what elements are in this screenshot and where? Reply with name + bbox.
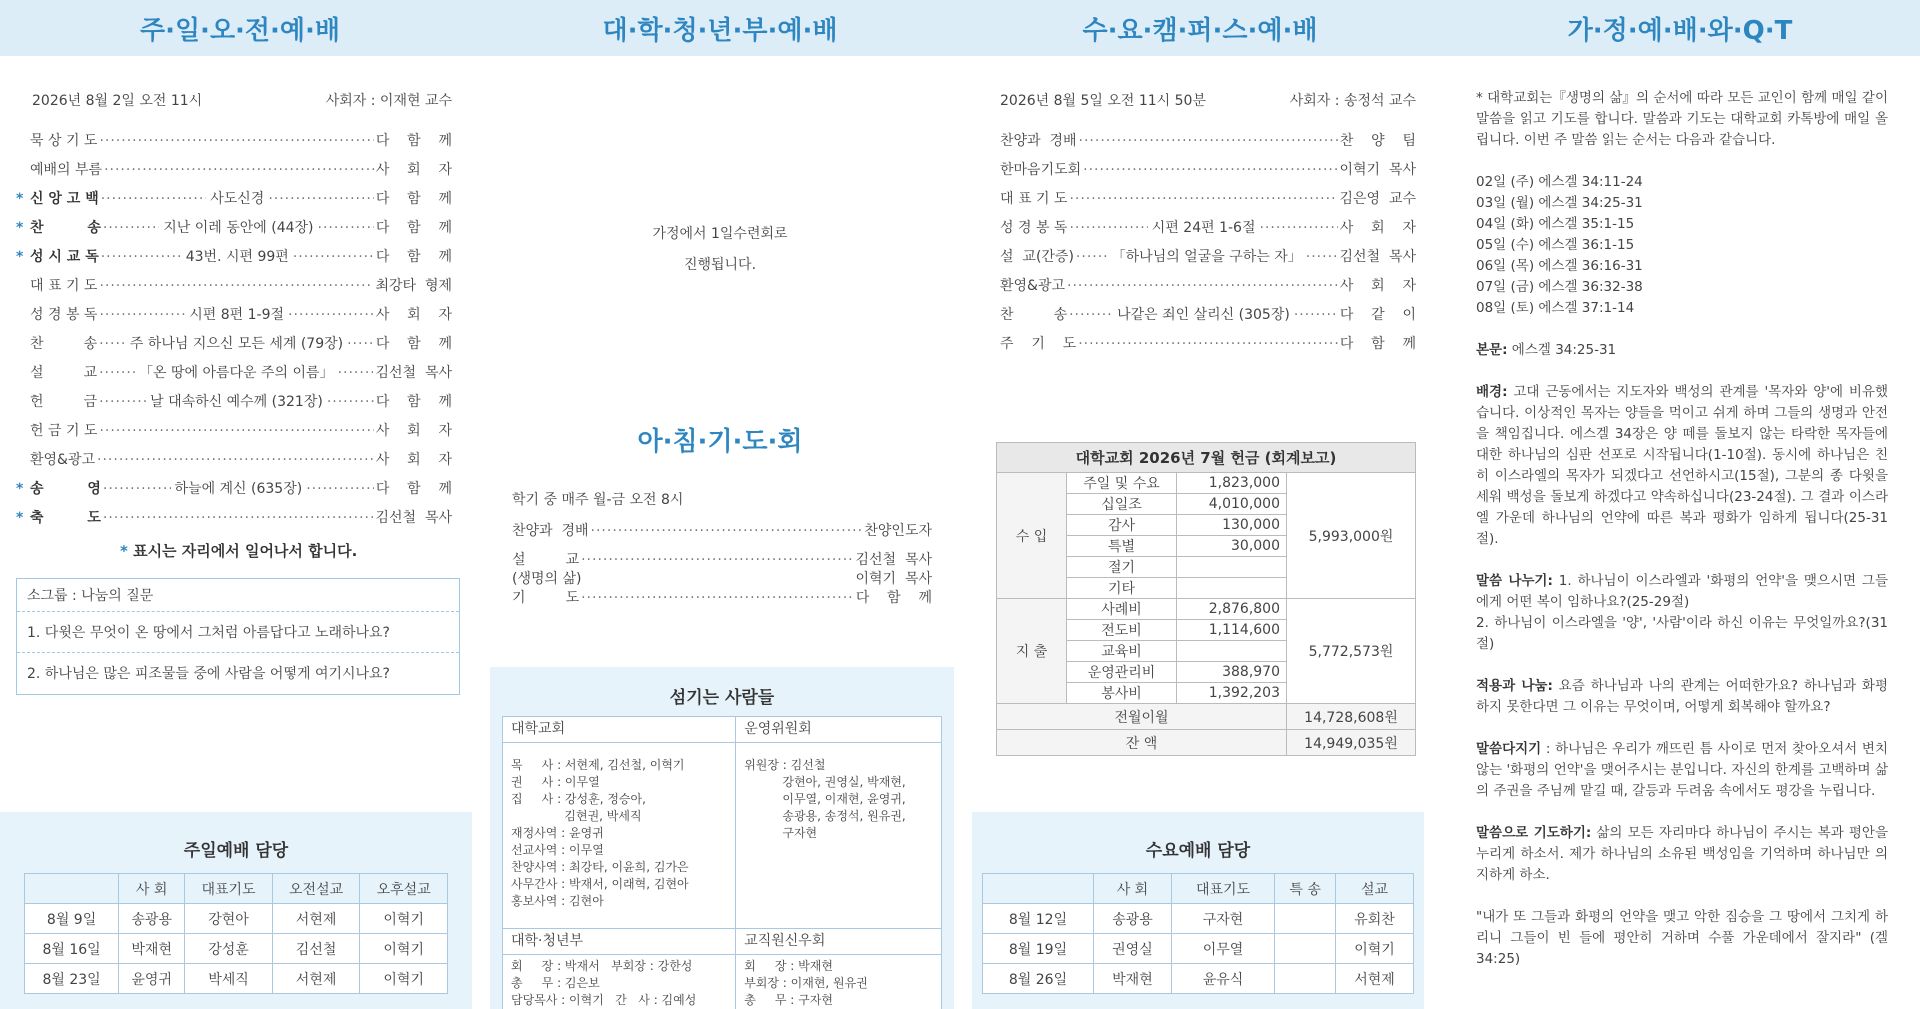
- order-item-leader: 다 함 께: [375, 481, 452, 497]
- required-stand-mark: *: [16, 191, 24, 207]
- server-line: 회 장 : 박재서 부회장 : 강한성: [511, 959, 693, 973]
- expense-item: 사례비: [1067, 599, 1177, 620]
- server-line: 집 사 : 강성훈, 정승아,: [511, 792, 646, 806]
- duty-cell: 유회찬: [1336, 904, 1414, 934]
- servers-heading: 대학·청년부: [503, 929, 736, 955]
- header-youth-worship: 대·학·청·년·부·예·배: [480, 0, 960, 56]
- order-item-label: 설 교: [30, 365, 98, 381]
- order-row: [16, 130, 452, 159]
- server-line: 총 무 : 구자현: [744, 993, 833, 1007]
- header-sunday-worship: 주·일·오·전·예·배: [0, 0, 480, 56]
- dot-leader: [101, 249, 182, 265]
- order-item-label: 찬 송: [30, 336, 98, 352]
- order-item-leader: 다 함 께: [375, 249, 453, 265]
- order-item-label: 환영&광고: [30, 452, 96, 468]
- dot-leader: [1069, 191, 1337, 207]
- order-item-leader: 김선철 목사: [375, 510, 452, 526]
- duty-cell: 김선철: [272, 934, 360, 964]
- order-item-leader: 김선철 목사: [375, 365, 452, 381]
- expense-amount: [1177, 641, 1287, 662]
- server-line: 강현아, 권영실, 박재현,: [744, 775, 906, 789]
- order-item-label: 한마음기도회: [1000, 162, 1082, 178]
- servers-panel: [490, 667, 954, 1009]
- duty-cell: 8월 16일: [25, 934, 119, 964]
- carryover-label: 전월이월: [997, 704, 1287, 730]
- income-item: 십일조: [1067, 494, 1177, 515]
- dot-leader: [99, 423, 373, 439]
- income-total: 5,993,000원: [1287, 473, 1416, 599]
- wednesday-date: 2026년 8월 5일 오전 11시 50분: [1000, 93, 1206, 109]
- sunday-duty-panel: [0, 812, 472, 1009]
- server-line: 부회장 : 이재현, 원유권: [744, 976, 868, 990]
- order-item-label: 주 기 도: [1000, 336, 1077, 352]
- dot-leader: [338, 365, 374, 381]
- wednesday-duty-title: 수요예배 담당: [1145, 841, 1251, 861]
- duty-cell: 이혁기: [360, 934, 448, 964]
- duty-row: [25, 934, 448, 964]
- dot-leader: [1294, 307, 1338, 323]
- server-line: 회 장 : 박재현: [744, 959, 833, 973]
- church-staff-list: [503, 743, 736, 929]
- order-row: [512, 520, 932, 549]
- qt-reading-plan: [1476, 172, 1888, 319]
- order-item-leader: 김선철 목사: [1339, 249, 1417, 265]
- server-line: 선교사역 : 이무열: [511, 843, 604, 857]
- order-item-detail: 43번. 시편 99편: [185, 249, 289, 265]
- servers-heading: 운영위원회: [736, 717, 942, 743]
- duty-cell: 권영실: [1094, 934, 1172, 964]
- duty-header-cell: 오전설교: [272, 874, 360, 904]
- order-row: [16, 275, 452, 304]
- dot-leader: [581, 552, 853, 568]
- duty-cell: 8월 9일: [25, 904, 119, 934]
- order-item-detail: 지난 이레 동안에 (44장): [163, 220, 314, 236]
- small-group-title: 소그룹 : 나눔의 질문: [17, 579, 459, 612]
- duty-cell: 박재현: [1094, 964, 1172, 994]
- expense-item: 운영관리비: [1067, 662, 1177, 683]
- balance-row: [997, 730, 1416, 756]
- income-item: 주일 및 수요: [1067, 473, 1177, 494]
- duty-cell: 강현아: [185, 904, 273, 934]
- duty-header-cell: 특 송: [1275, 874, 1336, 904]
- duty-cell: 윤유식: [1171, 964, 1274, 994]
- duty-cell: 강성훈: [185, 934, 273, 964]
- duty-header-row: [25, 874, 448, 904]
- order-row: [1000, 304, 1416, 333]
- server-line: 권 사 : 이무열: [511, 775, 600, 789]
- server-line: 홍보사역 : 김현아: [511, 894, 604, 908]
- dot-leader: [1083, 162, 1337, 178]
- servers-heading: 대학교회: [503, 717, 736, 743]
- dot-leader: [1069, 220, 1147, 236]
- reading-line: 05일 (수) 에스겔 36:1-15: [1476, 237, 1635, 253]
- order-row: [1000, 130, 1416, 159]
- order-item-leader: 다 함 께: [375, 336, 453, 352]
- order-row: [16, 362, 452, 391]
- duty-cell: [1275, 904, 1336, 934]
- duty-header-cell: 설교: [1336, 874, 1414, 904]
- sunday-duty-title: 주일예배 담당: [183, 841, 289, 861]
- order-row: [1000, 333, 1416, 362]
- order-item-leader: 다 함 께: [375, 220, 453, 236]
- order-item-label: 설 교: [512, 552, 580, 568]
- order-item-label: 기 도: [512, 590, 580, 606]
- small-group-question: 1. 다윗은 무엇이 온 땅에서 그처럼 아름답다고 노래하나요?: [17, 612, 459, 653]
- duty-cell: 이혁기: [360, 964, 448, 994]
- server-line: 찬양사역 : 최강타, 이윤희, 김가은: [511, 860, 689, 874]
- duty-cell: 송광용: [1094, 904, 1172, 934]
- income-item: 기타: [1067, 578, 1177, 599]
- order-item-label: 묵 상 기 도: [30, 133, 98, 149]
- order-item-detail: 「온 땅에 아름다운 주의 이름」: [139, 365, 334, 381]
- qt-share: 말씀 나누기: 1. 하나님이 이스라엘과 '화평의 언약'을 맺으시면 그들에게 어떤 복이 임하나요?(25-29절) 2. 하나님이 이스라엘을 '양', '사람'이라 하신 이유는 무엇일까요?(31절): [1476, 573, 1889, 652]
- duty-cell: 윤영귀: [119, 964, 185, 994]
- order-row: [16, 304, 452, 333]
- small-group-box: [16, 578, 460, 695]
- order-item-detail: 시편 24편 1-6절: [1151, 220, 1256, 236]
- order-row: [16, 478, 452, 507]
- duty-row: [983, 904, 1414, 934]
- order-item-leader: 최강타 형제: [375, 278, 452, 294]
- dot-leader: [99, 133, 373, 149]
- standing-note: * 표시는 자리에서 일어나서 합니다.: [120, 542, 358, 560]
- small-group-question: 2. 하나님은 많은 피조물들 중에 사람을 어떻게 여기시나요?: [27, 666, 390, 682]
- server-line: 목 사 : 서현제, 김선철, 이혁기: [511, 758, 685, 772]
- order-item-label: 신 앙 고 백: [30, 191, 99, 207]
- duty-header-cell: 대표기도: [185, 874, 273, 904]
- duty-header-cell: 사 회: [1094, 874, 1172, 904]
- income-amount: 4,010,000: [1177, 494, 1287, 515]
- duty-header-cell: [983, 874, 1094, 904]
- duty-cell: 박재현: [119, 934, 185, 964]
- income-amount: [1177, 578, 1287, 599]
- dot-leader: [99, 307, 185, 323]
- order-item-label: 축 도: [30, 510, 101, 526]
- order-row: [1000, 246, 1416, 275]
- order-row: [512, 587, 932, 616]
- order-row: [16, 449, 452, 478]
- server-line: 구자현: [744, 826, 818, 840]
- duty-cell: [1275, 964, 1336, 994]
- header-family-worship-qt: 가·정·예·배·와·Q·T: [1440, 0, 1920, 56]
- server-line: 재정사역 : 윤영귀: [511, 826, 604, 840]
- wednesday-duty-table: [982, 873, 1414, 994]
- order-item-detail: 하늘에 계신 (635장): [174, 481, 303, 497]
- dot-leader: [1067, 278, 1338, 294]
- dot-leader: [1069, 307, 1113, 323]
- duty-header-cell: [25, 874, 119, 904]
- order-item-detail: 주 하나님 지으신 모든 세계 (79장): [129, 336, 344, 352]
- order-item-detail: 「하나님의 얼굴을 구하는 자」: [1111, 249, 1302, 265]
- dot-leader: [268, 191, 374, 207]
- duty-row: [983, 934, 1414, 964]
- server-line: 담당목사 : 이혁기 간 사 : 김예성: [511, 993, 697, 1007]
- qt-background: 배경: 고대 근동에서는 지도자와 백성의 관계를 '목자와 양'에 비유했습니다. 이상적인 목자는 양들을 먹이고 쉬게 하며 그들의 생명과 안전을 책임집니다. 에스겔 34장은 양 떼를 돌보지 않는 타락한 목자들에 대한 하나님의 심판 선포로 시작됩니다(1-10절). 동시에 하나님은 친히 이스라엘의 목자가 되겠다고 선언하시고(15절), 그분의 종 다윗을 세워 백성을 돌보게 하겠다고 약속하십니다(23-24절). 그 결과 이스라엘 가운데 하나님의 언약에 따른 복과 평화가 임하게 됩니다(25-31절).: [1476, 384, 1888, 547]
- expense-item: 전도비: [1067, 620, 1177, 641]
- expense-amount: 388,970: [1177, 662, 1287, 683]
- duty-cell: 구자현: [1171, 904, 1274, 934]
- order-row: [16, 391, 452, 420]
- order-item-leader: 사 회 자: [1339, 278, 1416, 294]
- order-row: [1000, 188, 1416, 217]
- duty-row: [25, 964, 448, 994]
- server-line: 김현권, 박세직: [511, 809, 642, 823]
- dot-leader: [103, 510, 374, 526]
- income-item: 특별: [1067, 536, 1177, 557]
- sunday-presider: 사회자 : 이재현 교수: [325, 93, 452, 109]
- order-item-detail: 시편 8편 1-9절: [189, 307, 285, 323]
- order-item-label: 헌 금 기 도: [30, 423, 98, 439]
- dot-leader: [1078, 336, 1338, 352]
- order-item-label: 예배의 부름: [30, 162, 103, 178]
- server-line: 사무간사 : 박재서, 이래혁, 김현아: [511, 877, 689, 891]
- sunday-date: 2026년 8월 2일 오전 11시: [32, 93, 203, 109]
- required-stand-mark: *: [16, 481, 24, 497]
- order-item-leader: 다 함 께: [375, 191, 453, 207]
- duty-cell: 서현제: [272, 964, 360, 994]
- reading-line: 06일 (목) 에스겔 36:16-31: [1476, 258, 1643, 274]
- server-line: 총 무 : 김은보: [511, 976, 600, 990]
- order-item-leader: 이혁기 목사: [855, 571, 932, 587]
- order-item-leader: 사 회 자: [375, 452, 452, 468]
- dot-leader: [1079, 133, 1338, 149]
- dot-leader: [318, 220, 374, 236]
- qt-word: 말씀다지기 : 하나님은 우리가 깨뜨린 틈 사이로 먼저 찾아오셔서 변치 않는 '화평의 언약'을 맺어주시는 분입니다. 자신의 한계를 고백하며 삶의 주권을 주님께 맡길 때, 갈등과 두려움 속에서도 평강을 누립니다.: [1476, 741, 1888, 799]
- income-label: 수 입: [997, 473, 1067, 599]
- balance-amount: 14,949,035원: [1287, 730, 1416, 756]
- duty-header-row: [983, 874, 1414, 904]
- sunday-meta: [32, 90, 452, 110]
- dot-leader: [306, 481, 374, 497]
- servers-title: 섬기는 사람들: [669, 688, 775, 708]
- dot-leader: [581, 590, 854, 606]
- offering-report-table: [996, 442, 1416, 756]
- order-item-leader: 다 함 께: [855, 590, 932, 606]
- order-row: [16, 420, 452, 449]
- dot-leader: [327, 394, 374, 410]
- duty-cell: 박세직: [185, 964, 273, 994]
- income-row: [997, 473, 1416, 494]
- order-item-detail: 사도신경: [210, 191, 265, 207]
- duty-cell: 이혁기: [1336, 934, 1414, 964]
- carryover-row: [997, 704, 1416, 730]
- sunday-order-of-service: [16, 130, 452, 536]
- dot-leader: [1259, 220, 1337, 236]
- dot-leader: [99, 278, 373, 294]
- morning-prayer-title: 아·침·기·도·회: [637, 427, 803, 457]
- wednesday-order-of-service: [1000, 130, 1416, 362]
- income-item: 감사: [1067, 515, 1177, 536]
- order-item-label: 성 경 봉 독: [1000, 220, 1068, 236]
- duty-cell: 8월 23일: [25, 964, 119, 994]
- order-item-leader: 다 같 이: [1339, 307, 1417, 323]
- order-item-label: 찬양과 경배: [512, 523, 589, 539]
- youth-retreat-notice: [600, 219, 840, 281]
- required-stand-mark: *: [16, 249, 24, 265]
- wednesday-presider: 사회자 : 송정석 교수: [1289, 93, 1416, 109]
- income-amount: 1,823,000: [1177, 473, 1287, 494]
- expense-row: [997, 599, 1416, 620]
- order-item-leader: 김선철 목사: [855, 552, 932, 568]
- order-item-leader: 찬양인도자: [864, 523, 932, 539]
- order-item-leader: 다 함 께: [375, 133, 452, 149]
- committee-list: [736, 743, 942, 929]
- duty-cell: 8월 12일: [983, 904, 1094, 934]
- qt-intro: * 대학교회는『생명의 삶』의 순서에 따라 모든 교인이 함께 매일 같이 말씀을 읽고 기도를 합니다. 말씀과 기도는 대학교회 카톡방에 매일 올립니다. 이번 주 말씀 읽는 순서는 다음과 같습니다.: [1476, 90, 1888, 148]
- order-row: [512, 549, 932, 568]
- order-row: [1000, 275, 1416, 304]
- duty-cell: [1275, 934, 1336, 964]
- income-item: 절기: [1067, 557, 1177, 578]
- expense-label: 지 출: [997, 599, 1067, 704]
- dot-leader: [99, 365, 135, 381]
- order-item-label: 찬 송: [30, 220, 101, 236]
- duty-cell: 8월 26일: [983, 964, 1094, 994]
- duty-cell: 송광용: [119, 904, 185, 934]
- order-item-detail: 날 대속하신 예수께 (321장): [150, 394, 323, 410]
- morning-prayer-time: 학기 중 매주 월-금 오전 8시: [512, 492, 684, 508]
- server-line: 이무열, 이재현, 윤영귀,: [744, 792, 906, 806]
- reading-line: 02일 (주) 에스겔 34:11-24: [1476, 174, 1643, 190]
- income-amount: [1177, 557, 1287, 578]
- wednesday-duty-panel: [972, 812, 1424, 1009]
- dot-leader: [103, 220, 159, 236]
- server-line: 송광용, 송정석, 원유권,: [744, 809, 906, 823]
- header-wednesday-worship: 수·요·캠·퍼·스·예·배: [960, 0, 1440, 56]
- duty-cell: 서현제: [272, 904, 360, 934]
- income-amount: 30,000: [1177, 536, 1287, 557]
- order-row: [16, 188, 452, 217]
- qt-text: 본문: 에스겔 34:25-31: [1476, 342, 1617, 358]
- expense-amount: 2,876,800: [1177, 599, 1287, 620]
- order-row: [16, 507, 452, 536]
- order-item-leader: 김은영 교수: [1339, 191, 1416, 207]
- order-item-label: 대 표 기 도: [30, 278, 98, 294]
- duty-cell: 이무열: [1171, 934, 1274, 964]
- reading-line: 03일 (월) 에스겔 34:25-31: [1476, 195, 1643, 211]
- order-row: [1000, 217, 1416, 246]
- dot-leader: [97, 452, 374, 468]
- dot-leader: [293, 249, 374, 265]
- order-item-label: 대 표 기 도: [1000, 191, 1068, 207]
- reading-line: 04일 (화) 에스겔 35:1-15: [1476, 216, 1635, 232]
- order-item-label: (생명의 삶): [512, 571, 582, 587]
- order-item-label: 헌 금: [30, 394, 98, 410]
- order-item-leader: 사 회 자: [375, 307, 453, 323]
- expense-total: 5,772,573원: [1287, 599, 1416, 704]
- order-row: [16, 217, 452, 246]
- order-item-leader: 찬 양 팀: [1339, 133, 1416, 149]
- duty-cell: 서현제: [1336, 964, 1414, 994]
- order-row: [16, 159, 452, 188]
- reading-line: 07일 (금) 에스겔 36:32-38: [1476, 279, 1643, 295]
- order-item-detail: 나같은 죄인 살리신 (305장): [1117, 307, 1290, 323]
- order-item-label: 환영&광고: [1000, 278, 1066, 294]
- expense-item: 교육비: [1067, 641, 1177, 662]
- dot-leader: [99, 394, 146, 410]
- qt-section: [1476, 88, 1888, 991]
- wednesday-meta: [1000, 90, 1416, 110]
- dot-leader: [103, 481, 171, 497]
- order-row: [1000, 159, 1416, 188]
- order-item-leader: 사 회 자: [375, 423, 452, 439]
- order-item-label: 설 교(간증): [1000, 249, 1074, 265]
- qt-quote: "내가 또 그들과 화평의 언약을 맺고 악한 짐승을 그 땅에서 그치게 하리니 그들이 빈 들에 평안히 거하며 수풀 가운데에서 잘지라" (겔 34:25): [1476, 909, 1888, 967]
- order-item-label: 찬양과 경배: [1000, 133, 1077, 149]
- dot-leader: [1076, 249, 1108, 265]
- report-caption: 대학교회 2026년 7월 헌금 (회계보고): [997, 443, 1416, 473]
- duty-cell: 8월 19일: [983, 934, 1094, 964]
- faculty-fellowship-list: [736, 955, 942, 1009]
- server-line: 위원장 : 김선철: [744, 758, 826, 772]
- order-row: [512, 568, 932, 587]
- dot-leader: [288, 307, 374, 323]
- dot-leader: [99, 336, 126, 352]
- dot-leader: [1306, 249, 1338, 265]
- duty-cell: 이혁기: [360, 904, 448, 934]
- qt-apply: 적용과 나눔: 요즘 하나님과 나의 관계는 어떠한가요? 하나님과 화평하지 못한다면 그 이유는 무엇이며, 어떻게 회복해야 할까요?: [1476, 678, 1889, 715]
- servers-table: [502, 716, 942, 1009]
- carryover-amount: 14,728,608원: [1287, 704, 1416, 730]
- order-item-leader: 이혁기 목사: [1339, 162, 1416, 178]
- servers-heading: 교직원신우회: [736, 929, 942, 955]
- duty-row: [983, 964, 1414, 994]
- income-amount: 130,000: [1177, 515, 1287, 536]
- order-item-leader: 다 함 께: [375, 394, 453, 410]
- morning-prayer-order: [512, 520, 932, 616]
- offering-report: [996, 442, 1416, 756]
- order-row: [16, 333, 452, 362]
- sunday-duty-table: [24, 873, 448, 994]
- required-stand-mark: *: [16, 510, 24, 526]
- duty-header-cell: 사 회: [119, 874, 185, 904]
- reading-line: 08일 (토) 에스겔 37:1-14: [1476, 300, 1635, 316]
- duty-header-cell: 오후설교: [360, 874, 448, 904]
- expense-amount: 1,392,203: [1177, 683, 1287, 704]
- notice-line: 가정에서 1일수련회로: [652, 226, 788, 242]
- order-item-label: 찬 송: [1000, 307, 1068, 323]
- youth-staff-list: [503, 955, 736, 1009]
- order-item-leader: 다 함 께: [1339, 336, 1416, 352]
- order-row: [16, 246, 452, 275]
- expense-item: 봉사비: [1067, 683, 1177, 704]
- order-item-label: 성 경 봉 독: [30, 307, 98, 323]
- notice-line: 진행됩니다.: [683, 257, 757, 273]
- order-item-label: 성 시 교 독: [30, 249, 99, 265]
- order-item-label: 송 영: [30, 481, 101, 497]
- dot-leader: [347, 336, 374, 352]
- order-item-leader: 사 회 자: [1339, 220, 1417, 236]
- duty-header-cell: 대표기도: [1171, 874, 1274, 904]
- report-caption-row: [997, 443, 1416, 473]
- dot-leader: [104, 162, 374, 178]
- dot-leader: [591, 523, 863, 539]
- expense-amount: 1,114,600: [1177, 620, 1287, 641]
- qt-prayer: 말씀으로 기도하기: 삶의 모든 자리마다 하나님이 주시는 복과 평안을 누리게 하소서. 제가 하나님의 소유된 백성임을 기억하며 하나님만 의지하게 하소.: [1476, 825, 1888, 883]
- balance-label: 잔 액: [997, 730, 1287, 756]
- dot-leader: [101, 191, 207, 207]
- required-stand-mark: *: [16, 220, 24, 236]
- order-item-leader: 사 회 자: [375, 162, 452, 178]
- duty-row: [25, 904, 448, 934]
